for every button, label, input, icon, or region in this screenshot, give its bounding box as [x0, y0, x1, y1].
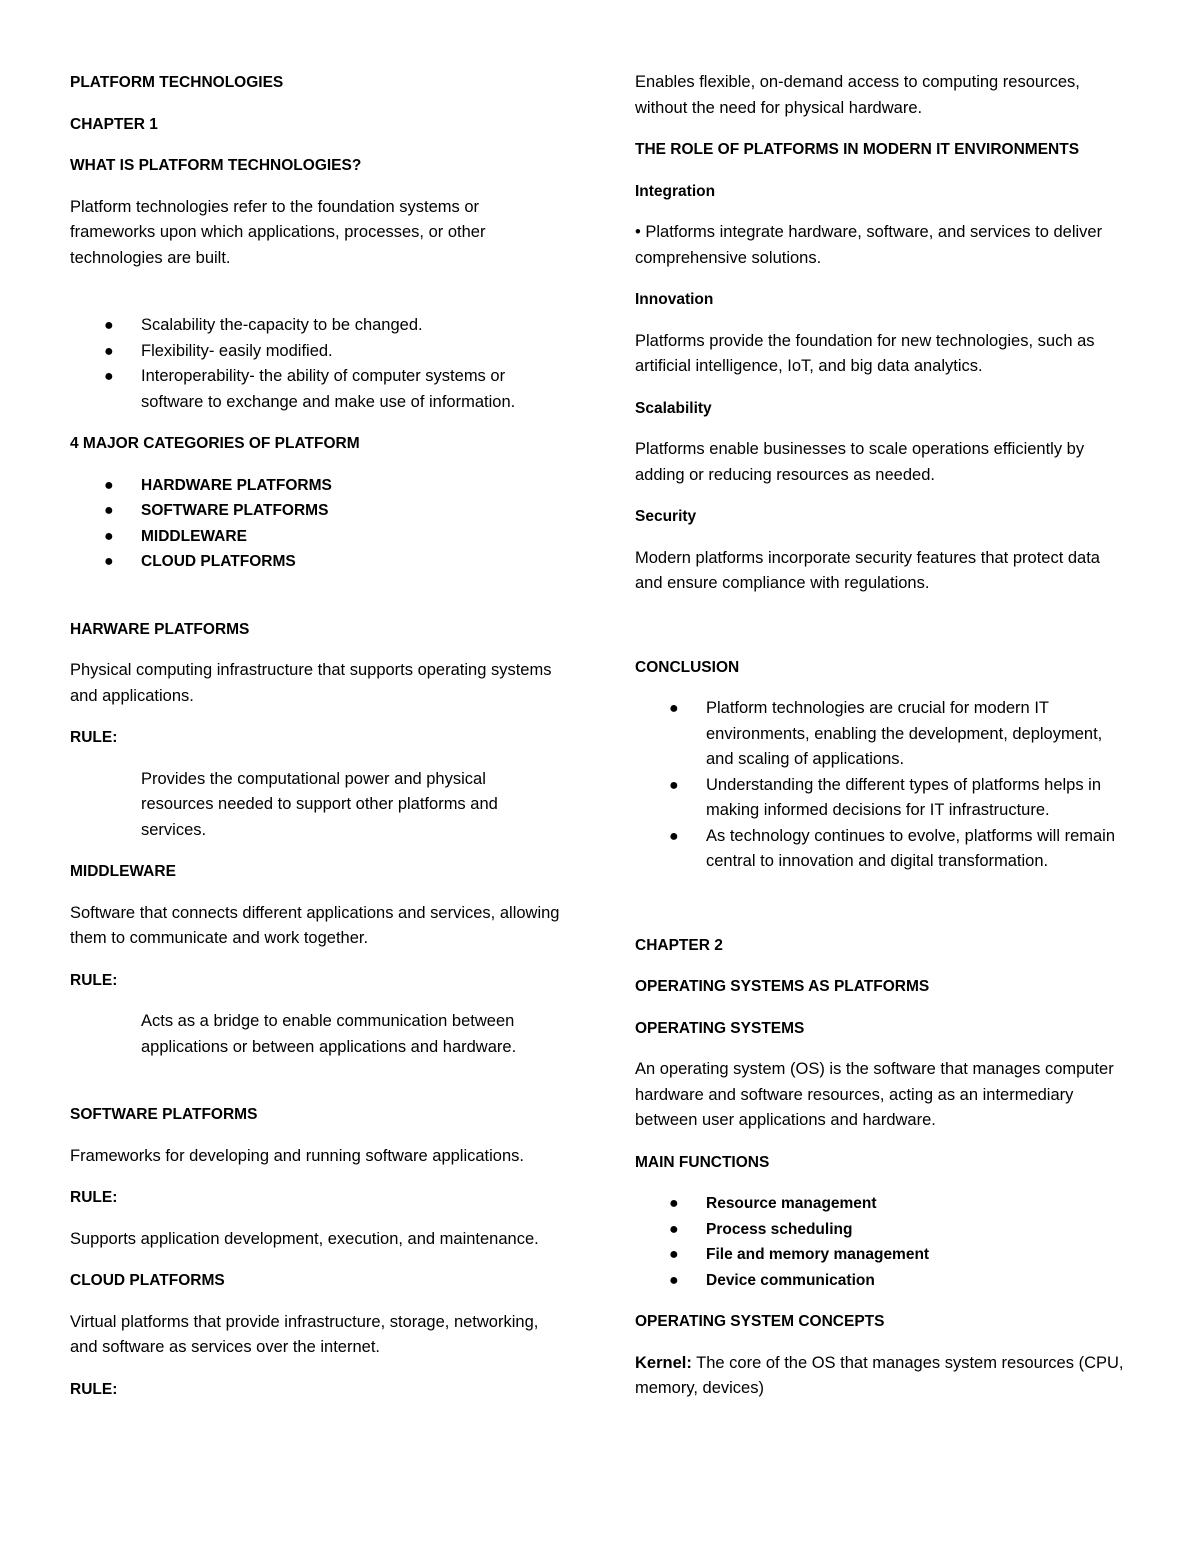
- chapter-1-heading: CHAPTER 1: [70, 115, 158, 133]
- right-column: [635, 70, 1130, 1418]
- bullet-icon: ●: [104, 502, 114, 519]
- middleware-rule-label: RULE:: [70, 971, 118, 989]
- cloud-rule-label: RULE:: [70, 1380, 118, 1398]
- scalability-heading: Scalability: [635, 399, 712, 417]
- bullet-icon: ●: [104, 476, 114, 494]
- list-item: ● MIDDLEWARE: [70, 524, 560, 550]
- chapter-2-heading: CHAPTER 2: [635, 936, 723, 954]
- list-item: ● Interoperability- the ability of computer systems or software to exchange and make use of information.: [70, 364, 560, 415]
- scalability-text: Platforms enable businesses to scale operations efficiently by adding or reducing resources as needed.: [635, 440, 1085, 484]
- categories-list: [70, 473, 560, 575]
- conclusion-list: [635, 696, 1130, 875]
- hardware-heading: HARWARE PLATFORMS: [70, 620, 250, 638]
- software-heading: SOFTWARE PLATFORMS: [70, 1106, 258, 1123]
- innovation-heading: Innovation: [635, 291, 714, 308]
- software-description: Frameworks for developing and running software applications.: [70, 1146, 524, 1165]
- bullet-icon: ●: [104, 527, 114, 545]
- middleware-heading: MIDDLEWARE: [70, 863, 176, 880]
- list-item: ● File and memory management: [635, 1242, 1130, 1268]
- bullet-icon: ●: [669, 1246, 679, 1263]
- list-item: ● SOFTWARE PLATFORMS: [70, 498, 560, 524]
- bullet-icon: ●: [104, 342, 114, 360]
- left-column: [70, 70, 560, 1418]
- bullet-icon: ●: [669, 1195, 679, 1212]
- list-item: ● Platform technologies are crucial for modern IT environments, enabling the development, deployment, and scaling of applications.: [635, 696, 1130, 773]
- document-title: PLATFORM TECHNOLOGIES: [70, 74, 284, 91]
- traits-list: [70, 313, 560, 415]
- definition-paragraph: Platform technologies refer to the foundation systems or frameworks upon which applications, processes, or other technologies are built.: [70, 197, 486, 267]
- cloud-description: Virtual platforms that provide infrastructure, storage, networking, and software as services over the internet.: [70, 1312, 539, 1356]
- bullet-icon: ●: [104, 317, 114, 334]
- integration-text: • Platforms integrate hardware, software, and services to deliver comprehensive solutions.: [635, 223, 1103, 267]
- kernel-label: Kernel:: [635, 1353, 692, 1372]
- os-heading: OPERATING SYSTEMS: [635, 1019, 805, 1037]
- hardware-rule-text: Provides the computational power and physical resources needed to support other platforms and services.: [141, 769, 498, 839]
- list-item: ● CLOUD PLATFORMS: [70, 549, 560, 575]
- list-item: ● HARDWARE PLATFORMS: [70, 473, 560, 499]
- list-item: ● Device communication: [635, 1268, 1130, 1294]
- os-concepts-heading: OPERATING SYSTEM CONCEPTS: [635, 1313, 885, 1330]
- kernel-paragraph: [635, 1351, 1130, 1402]
- security-text: Modern platforms incorporate security features that protect data and ensure compliance with regulations.: [635, 548, 1100, 592]
- software-rule-label: RULE:: [70, 1189, 118, 1206]
- innovation-text: Platforms provide the foundation for new technologies, such as artificial intelligence, IoT, and big data analytics.: [635, 331, 1095, 375]
- list-item: ● Resource management: [635, 1191, 1130, 1217]
- main-functions-list: [635, 1191, 1130, 1293]
- list-item: ● Process scheduling: [635, 1217, 1130, 1243]
- bullet-icon: ●: [669, 700, 679, 717]
- conclusion-heading: CONCLUSION: [635, 658, 740, 676]
- bullet-icon: ●: [669, 827, 679, 845]
- bullet-icon: ●: [669, 776, 679, 794]
- bullet-icon: ●: [669, 1271, 679, 1289]
- middleware-rule-text: Acts as a bridge to enable communication between applications or between applications and hardware.: [141, 1012, 517, 1056]
- hardware-description: Physical computing infrastructure that supports operating systems and applications.: [70, 661, 552, 705]
- main-functions-heading: MAIN FUNCTIONS: [635, 1153, 770, 1171]
- bullet-icon: ●: [669, 1220, 679, 1238]
- list-item: ● As technology continues to evolve, platforms will remain central to innovation and digital transformation.: [635, 824, 1130, 875]
- list-item: ● Flexibility- easily modified.: [70, 339, 560, 365]
- kernel-text: The core of the OS that manages system resources (CPU, memory, devices): [635, 1353, 1124, 1397]
- categories-heading: 4 MAJOR CATEGORIES OF PLATFORM: [70, 435, 360, 452]
- what-is-heading: WHAT IS PLATFORM TECHNOLOGIES?: [70, 157, 362, 174]
- cloud-rule-text: Enables flexible, on-demand access to computing resources, without the need for physical hardware.: [635, 73, 1080, 117]
- cloud-heading: CLOUD PLATFORMS: [70, 1272, 225, 1289]
- middleware-description: Software that connects different applications and services, allowing them to communicate and work together.: [70, 903, 560, 947]
- software-rule-text: Supports application development, execution, and maintenance.: [70, 1229, 539, 1248]
- hardware-rule-label: RULE:: [70, 729, 118, 746]
- bullet-icon: ●: [104, 368, 114, 385]
- integration-heading: Integration: [635, 182, 716, 200]
- list-item: ● Understanding the different types of platforms helps in making informed decisions for IT infrastructure.: [635, 773, 1130, 824]
- security-heading: Security: [635, 508, 697, 525]
- os-description: An operating system (OS) is the software that manages computer hardware and software resources, acting as an intermediary between user applications and hardware.: [635, 1060, 1114, 1129]
- os-platforms-heading: OPERATING SYSTEMS AS PLATFORMS: [635, 978, 930, 995]
- list-item: ● Scalability the-capacity to be changed.: [70, 313, 560, 339]
- role-heading: THE ROLE OF PLATFORMS IN MODERN IT ENVIRONMENTS: [635, 141, 1080, 158]
- bullet-icon: ●: [104, 553, 114, 570]
